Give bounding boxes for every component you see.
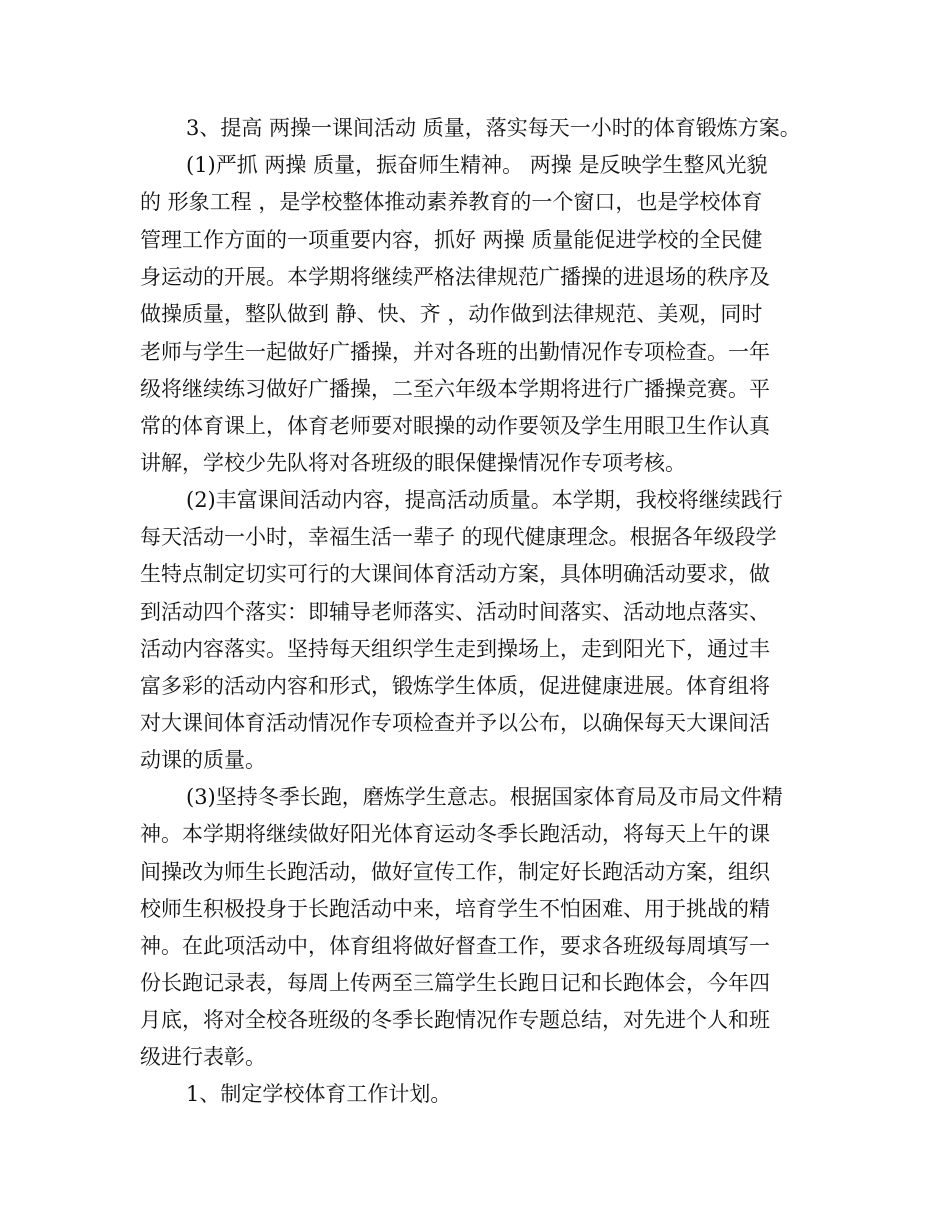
paragraph-line: 动课的质量。	[140, 748, 266, 772]
section-heading: 3、提高 两操一课间活动 质量，落实每天一小时的体育锻炼方案。	[186, 116, 801, 140]
paragraph-line: 老师与学生一起做好广播操，并对各班的出勤情况作专项检查。一年	[140, 340, 770, 364]
paragraph-line: (3)坚持冬季长跑，磨炼学生意志。根据国家体育局及市局文件精	[186, 785, 783, 809]
paragraph-line: 到活动四个落实：即辅导老师落实、活动时间落实、活动地点落实、	[140, 600, 770, 624]
paragraph-line: 份长跑记录表，每周上传两至三篇学生长跑日记和长跑体会，今年四	[140, 971, 770, 995]
paragraph-line: 身运动的开展。本学期将继续严格法律规范广播操的进退场的秩序及	[140, 265, 770, 289]
paragraph-line: 常的体育课上，体育老师要对眼操的动作要领及学生用眼卫生作认真	[140, 414, 770, 438]
paragraph-line: 级进行表彰。	[140, 1045, 266, 1069]
paragraph-line: 神。本学期将继续做好阳光体育运动冬季长跑活动，将每天上午的课	[140, 822, 770, 846]
paragraph-line: 生特点制定切实可行的大课间体育活动方案，具体明确活动要求，做	[140, 562, 770, 586]
paragraph-line: 神。在此项活动中，体育组将做好督查工作，要求各班级每周填写一	[140, 934, 770, 958]
paragraph-line: 对大课间体育活动情况作专项检查并予以公布，以确保每天大课间活	[140, 711, 770, 735]
paragraph-line: 每天活动一小时，幸福生活一辈子 的现代健康理念。根据各年级段学	[140, 525, 777, 549]
section-heading: 1、制定学校体育工作计划。	[186, 1082, 452, 1106]
paragraph-line: 级将继续练习做好广播操，二至六年级本学期将进行广播操竞赛。平	[140, 377, 770, 401]
paragraph-line: 月底，将对全校各班级的冬季长跑情况作专题总结，对先进个人和班	[140, 1008, 770, 1032]
paragraph-line: (1)严抓 两操 质量，振奋师生精神。 两操 是反映学生整风光貌	[186, 153, 768, 177]
paragraph-line: 管理工作方面的一项重要内容，抓好 两操 质量能促进学校的全民健	[140, 228, 763, 252]
paragraph-line: 做操质量，整队做到 静、快、齐 ，动作做到法律规范、美观，同时	[140, 302, 763, 326]
paragraph-line: 富多彩的活动内容和形式，锻炼学生体质，促进健康进展。体育组将	[140, 674, 770, 698]
paragraph-line: 活动内容落实。坚持每天组织学生走到操场上，走到阳光下，通过丰	[140, 637, 770, 661]
paragraph-line: 讲解，学校少先队将对各班级的眼保健操情况作专项考核。	[140, 451, 686, 475]
paragraph-line: 的 形象工程 ，是学校整体推动素养教育的一个窗口，也是学校体育	[140, 190, 763, 214]
paragraph-line: (2)丰富课间活动内容，提高活动质量。本学期，我校将继续践行	[186, 488, 783, 512]
paragraph-line: 校师生积极投身于长跑活动中来，培育学生不怕困难、用于挑战的精	[140, 897, 770, 921]
paragraph-line: 间操改为师生长跑活动，做好宣传工作，制定好长跑活动方案，组织	[140, 860, 770, 884]
